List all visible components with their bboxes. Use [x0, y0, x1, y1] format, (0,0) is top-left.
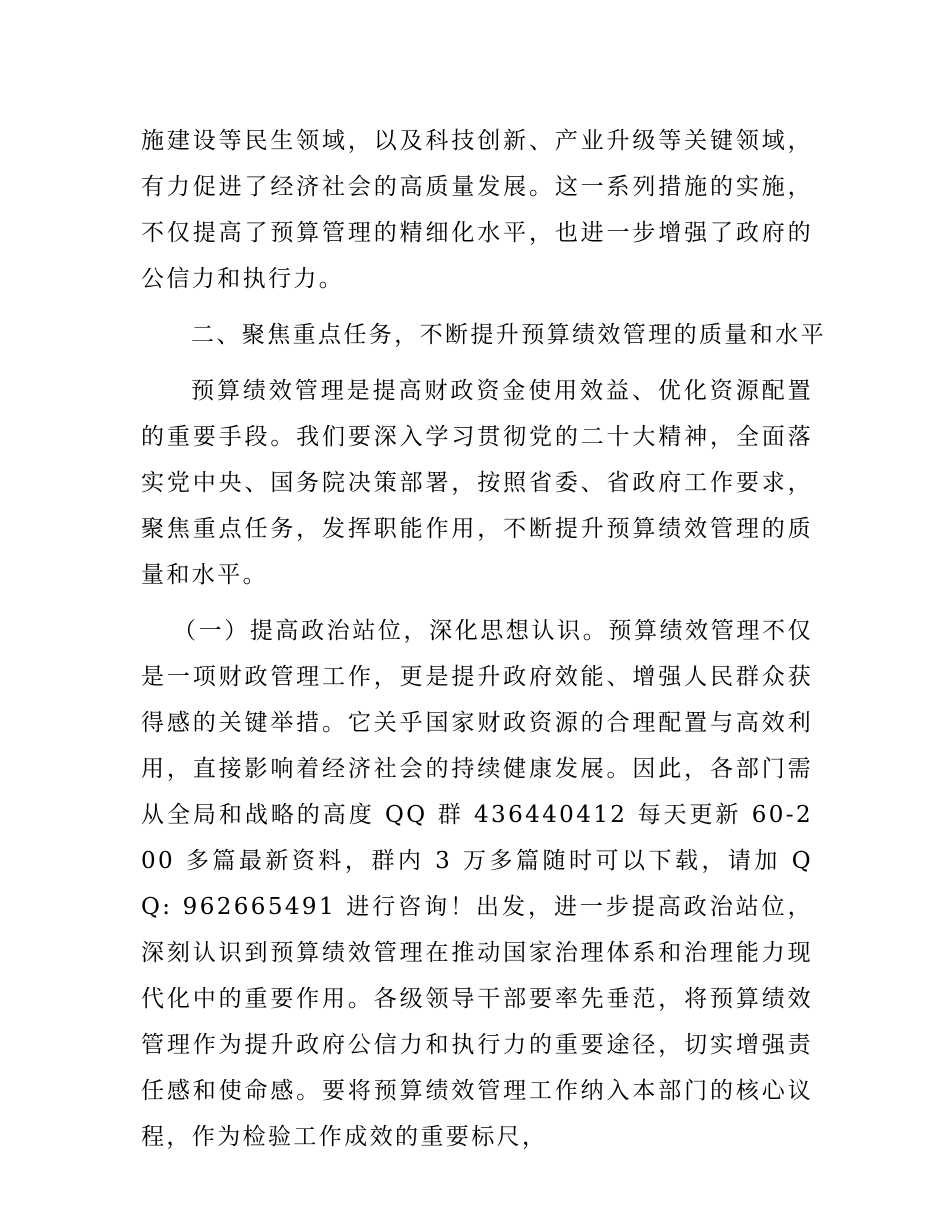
- paragraph-continuation: 施建设等民生领域，以及科技创新、产业升级等关键领域，有力促进了经济社会的高质量发展。这一系列措施的实施，不仅提高了预算管理的精细化水平，也进一步增强了政府的公信力和执行力。: [141, 128, 813, 292]
- paragraph-section-intro: 预算绩效管理是提高财政资金使用效益、优化资源配置的重要手段。我们要深入学习贯彻党的二十大精神，全面落实党中央、国务院决策部署，按照省委、省政府工作要求，聚焦重点任务，发挥职能作用，不断提升预算绩效管理的质量和水平。: [141, 378, 813, 588]
- paragraph-subsection-one: （一）提高政治站位，深化思想认识。预算绩效管理不仅是一项财政管理工作，更是提升政府效能、增强人民群众获得感的关键举措。它关乎国家财政资源的合理配置与高效利用，直接影响着经济社会的持续健康发展。因此，各部门需从全局和战略的高度 QQ 群 436440412 每天更新 60-200 多篇最新资料，群内 3 万多篇随时可以下载，请加 QQ: 962665491 进行咨询！出发，进一步提高政治站位，深刻认识到预算绩效管理在推动国家治理体系和治理能力现代化中的重要作用。各级领导干部要率先垂范，将预算绩效管理作为提升政府公信力和执行力的重要途径，切实增强责任感和使命感。要将预算绩效管理工作纳入本部门的核心议程，作为检验工作成效的重要标尺，: [141, 618, 813, 1150]
- document-page: [141, 118, 826, 1160]
- section-heading: 二、聚焦重点任务，不断提升预算绩效管理的质量和水平: [191, 322, 826, 348]
